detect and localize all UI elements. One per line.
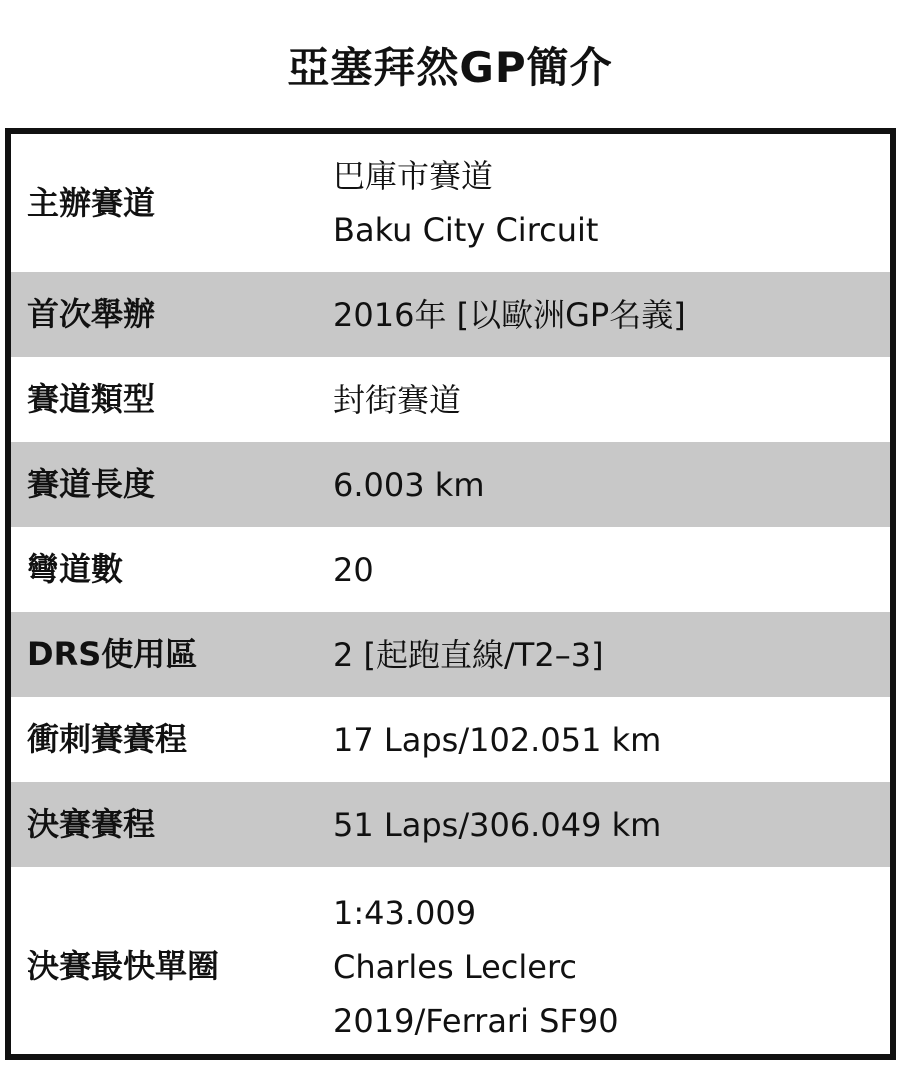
row-label: 決賽賽程 — [27, 805, 156, 844]
value-line: 封街賽道 — [333, 380, 462, 419]
value-line: Charles Leclerc — [333, 947, 577, 986]
row-value — [311, 628, 890, 682]
row-value — [311, 886, 890, 1048]
table-row-sprint-distance — [11, 697, 890, 782]
row-value — [311, 373, 890, 427]
value-line: 6.003 km — [333, 465, 485, 504]
row-value — [311, 149, 890, 257]
row-label: 決賽最快單圈 — [27, 947, 220, 986]
table-row-corners — [11, 527, 890, 612]
table-row-drs-zones — [11, 612, 890, 697]
row-label: 賽道長度 — [27, 465, 156, 504]
table-row-race-distance — [11, 782, 890, 867]
row-label: 主辦賽道 — [27, 183, 156, 222]
row-value — [311, 288, 890, 342]
table-row-first-held — [11, 272, 890, 357]
table-row-fastest-lap — [11, 867, 890, 1060]
row-value — [311, 543, 890, 597]
value-line: 1:43.009 — [333, 893, 477, 932]
value-line: 巴庫市賽道 — [333, 157, 494, 195]
value-line: 2 [起跑直線/T2–3] — [333, 635, 604, 674]
row-value — [311, 713, 890, 767]
table-row-circuit — [11, 134, 890, 272]
table-row-circuit-length — [11, 442, 890, 527]
row-label: 賽道類型 — [27, 380, 156, 419]
value-line: 20 — [333, 550, 374, 589]
value-line: 2016年 [以歐洲GP名義] — [333, 295, 686, 334]
info-table — [5, 128, 896, 1060]
row-value — [311, 798, 890, 852]
row-label: DRS使用區 — [27, 635, 198, 674]
row-label: 彎道數 — [27, 550, 124, 589]
value-line: 17 Laps/102.051 km — [333, 720, 662, 759]
page-title: 亞塞拜然GP簡介 — [287, 43, 613, 92]
row-label: 首次舉辦 — [27, 295, 156, 334]
row-value — [311, 458, 890, 512]
value-line: Baku City Circuit — [333, 211, 599, 249]
value-line: 2019/Ferrari SF90 — [333, 1001, 619, 1040]
table-row-circuit-type — [11, 357, 890, 442]
row-label: 衝刺賽賽程 — [27, 720, 188, 759]
value-line: 51 Laps/306.049 km — [333, 805, 662, 844]
